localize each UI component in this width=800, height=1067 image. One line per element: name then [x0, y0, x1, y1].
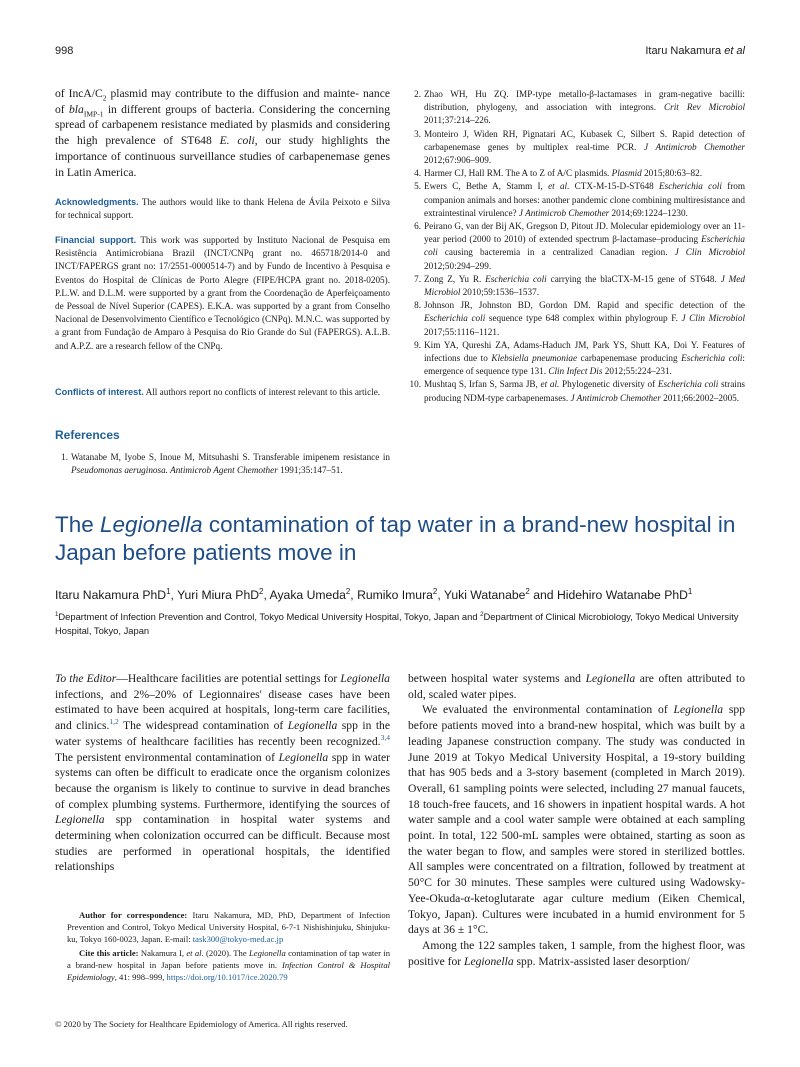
author-list: Itaru Nakamura PhD$^1$, Yuri Miura PhD$^2$, Ayaka Umeda$^2$, Rumiko Imura$^2$, Yuki Watanabe$^2$ and Hidehiro Watanabe PhD$^1$	[55, 586, 693, 602]
citation-link[interactable]: 3,4	[380, 732, 390, 742]
references-heading: References	[55, 428, 120, 442]
author: Itaru Nakamura PhD	[55, 588, 167, 602]
reference-item: 3. Monteiro J, Widen RH, Pignatari AC, Kubasek C, Silbert S. Rapid detection of carbapenemase genes by multiplex real-time PCR. J Antimicrob Chemother 2012;67:906–909.	[414, 128, 745, 166]
body-paragraph-3: We evaluated the environmental contamination of Legionella spp before patients moved into a brand-new hospital, which was built by a leading Japanese construction company. The study was conducted in June 2019 at Tokyo Medical University Hospital, a 19-story building that has 905 beds and a 3-story basement (completed in March 2019). Overall, 61 sampling points were selected, including 27 manual faucets, 18 touch-free faucets, and 16 showers in inpatient hospital wards. A hot water sample and a cool water sample were obtained at each sampling point. In total, 122 500-mL samples were obtained, starting as soon as the water began to flow, and samples were stored in sterilized bottles. All samples were concentrated on a filtration, followed by treatment at 50°C for 30 minutes. These samples were cultured using Wadowsky-Yee-Okuda-α-ketoglutarate agar culture medium (Eiken Chemical, Tokyo, Japan). Cultures were incubated in a humid environment for 5 days at 36 ± 1°C.	[408, 703, 745, 937]
body-paragraph-4: Among the 122 samples taken, 1 sample, from the highest floor, was positive for Legionella spp. Matrix-assisted laser desorption/	[408, 938, 745, 968]
copyright: © 2020 by The Society for Healthcare Epidemiology of America. All rights reserved.	[55, 1019, 348, 1029]
financial-support: Financial support. This work was supported by Instituto Nacional de Pesquisa em Resistência Antimicrobiana Brazil (INCT/CNPq grant no. 465718/2014-0 and INCT/FAPERGS grant no: 17/2551-0000514-7) and by Fundo de Incentivo à Pesquisa e Eventos do Hospital de Clínicas de Porto Alegre (FIPE/HCPA grant no. 2018-0205). P.L.W. and D.L.M. were supported by a grant from the Coordenação de Aperfeiçoamento de Pessoal de Nível Superior (CAPES). E.K.A. was supported by a grant from Conselho Nacional de Desenvolvimento Científico e Tecnológico (CNPq). M.N.C. was supported by a grant from Fundação de Amparo à Pesquisa do Rio Grande do Sul (FAPERGS). A.L.B. and A.P.Z. are a research fellow of the CNPq.	[55, 235, 390, 351]
references-list-right	[408, 88, 745, 405]
reference-item: 7. Zong Z, Yu R. Escherichia coli carrying the blaCTX-M-15 gene of ST648. J Med Microbiol 2010;59:1536–1537.	[414, 273, 745, 298]
doi-link[interactable]: https://doi.org/10.1017/ice.2020.79	[166, 972, 288, 983]
correspondence-note: Author for correspondence: Itaru Nakamura, MD, PhD, Department of Infection Prevention and Control, Tokyo Medical University Hospital, 6-7-1 Nishishinjuku, Shinjuku-ku, Tokyo 160-0023, Japan. E-mail: task300@tokyo-med.ac.jp Cite this article: Nakamura I, et al. (2020). The Legionella contamination of tap water in a brand-new hospital in Japan before patients move in. Infection Control & Hospital Epidemiology, 41: 998–999, https://doi.org/10.1017/ice.2020.79	[67, 910, 391, 983]
reference-item: 10. Mushtaq S, Irfan S, Sarma JB, et al. Phylogenetic diversity of Escherichia coli strains producing NDM-type carbapenemases. J Antimicrob Chemother 2011;66:2002–2005.	[409, 379, 745, 403]
body-paragraph-2: between hospital water systems and Legionella are often attributed to old, scaled water pipes.	[408, 672, 745, 701]
reference-item: 8. Johnson JR, Johnston BD, Gordon DM. Rapid and specific detection of the Escherichia coli sequence type 648 complex within phylogroup F. J Clin Microbiol 2017;55:1116–1121.	[414, 300, 745, 337]
reference-item: 9. Kim YA, Qureshi ZA, Adams-Haduch JM, Park YS, Shutt KA, Doi Y. Features of infections due to Klebsiella pneumoniae carbapenemase producing Escherichia coli: emergence of sequence type 131. Clin Infect Dis 2012;55:224–231.	[414, 339, 745, 377]
conflicts-of-interest: Conflicts of interest. All authors report no conflicts of interest relevant to this article.	[55, 387, 381, 397]
reference-item: 2. Zhao WH, Hu ZQ. IMP-type metallo-β-lactamases in gram-negative bacilli: distribution, phylogeny, and association with integrons. Crit Rev Microbiol 2011;37:214–226.	[414, 89, 745, 126]
reference-item: 1. Watanabe M, Iyobe S, Inoue M, Mitsuhashi S. Transferable imipenem resistance in Pseudomonas aeruginosa. Antimicrob Agent Chemother 1991;35:147–51.	[61, 452, 390, 476]
ack-label: Acknowledgments.	[55, 197, 139, 207]
running-author: Itaru Nakamura	[645, 45, 722, 57]
author: Hidehiro Watanabe PhD	[556, 588, 688, 602]
affiliations: $^1$Department of Infection Prevention and Control, Tokyo Medical University Hospital, Tokyo, Japan and $^2$Department of Clinical Microbiology, Tokyo Medical University Hospital, Tokyo, Japan	[55, 610, 739, 636]
running-head	[645, 45, 745, 57]
body-paragraph-1: To the Editor—Healthcare facilities are potential settings for Legionella infections, and 2%–20% of Legionnaires' disease cases have been estimated to have been acquired at hospitals, long-term care facilities, and clinics.$^{1,2}$ The widespread contamination of Legionella spp in the water systems of healthcare facilities has recently been recognized.$^{3,4}$ The persistent environmental contamination of Legionella spp in water systems can often be difficult to eradicate once the organism colonizes because the organism is likely to continue to survive in dead branches of complex plumbing systems. Furthermore, identifying the sources of Legionella spp contamination in hospital water systems and determining when colonization occurred can be difficult. Because most studies are performed in operational hospitals, the identified relationships	[55, 672, 390, 874]
author: Ayaka Umeda	[269, 588, 346, 602]
author: Rumiko Imura	[357, 588, 433, 602]
running-etal: et al	[724, 45, 745, 57]
acknowledgments: Acknowledgments. The authors would like to thank Helena de Ávila Peixoto e Silva for technical support.	[55, 197, 390, 221]
reference-item: 6. Peirano G, van der Bij AK, Gregson D, Pitout JD. Molecular epidemiology over an 11-year period (2000 to 2010) of extended spectrum β-lactamase–producing Escherichia coli causing bacteremia in a centralized Canadian region. J Clin Microbiol 2012;50:294–299.	[414, 221, 745, 271]
prev-conclusion: of IncA/$C_2$ plasmid may contribute to the diffusion and mainte- nance of bla$_{IMP-1}$ in different groups of bacteria. Considering the concerning spread of carbapenem resistance mediated by plasmids and considering the high prevalence of ST648 E. coli, our study highlights the importance of continuous surveillance studies of carbapenemase genes in Latin America.	[55, 87, 390, 179]
citation-link[interactable]: 1,2	[109, 717, 119, 727]
corr-label: Author for correspondence:	[79, 910, 188, 920]
reference-item: 5. Ewers C, Bethe A, Stamm I, et al. CTX-M-15-D-ST648 Escherichia coli from companion animals and horses: another pandemic clone combining multiresistance and extraintestinal virulence? J Antimicrob Chemother 2014;69:1224–1230.	[414, 181, 746, 218]
body-right-column	[408, 671, 745, 969]
references-list-left	[55, 451, 390, 477]
fin-label: Financial support.	[55, 235, 137, 245]
coi-label: Conflicts of interest.	[55, 387, 144, 397]
article-title: The Legionella contamination of tap water in a brand-new hospital in Japan before patients move in	[55, 512, 736, 565]
author: Yuki Watanabe	[443, 588, 526, 602]
author: Yuri Miura PhD	[177, 588, 260, 602]
reference-item: 4. Harmer CJ, Hall RM. The A to Z of A/C plasmids. Plasmid 2015;80:63–82.	[414, 168, 703, 179]
cite-label: Cite this article:	[79, 947, 139, 958]
email-link[interactable]: task300@tokyo-med.ac.jp	[192, 934, 284, 945]
page-number: 998	[55, 45, 74, 57]
